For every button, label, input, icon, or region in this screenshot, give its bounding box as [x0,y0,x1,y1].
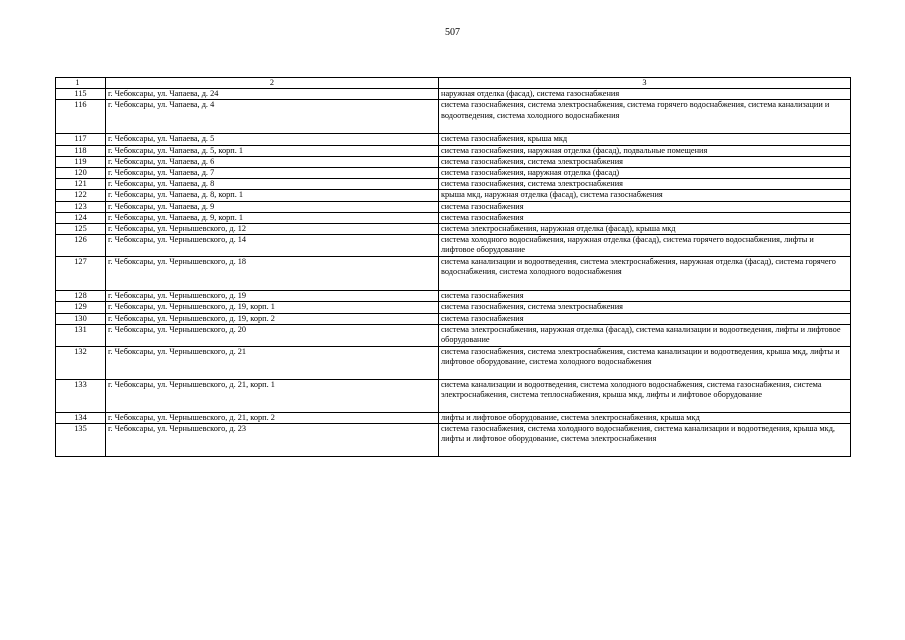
registry-table-body [56,78,851,457]
column-number-2: 2 [106,78,439,89]
row-address: г. Чебоксары, ул. Чапаева, д. 8, корп. 1 [106,190,439,201]
column-number-1: 1 [56,78,106,89]
table-row [56,324,851,346]
row-number: 122 [56,190,106,201]
row-systems: система газоснабжения, крыша мкд [439,134,851,145]
table-row [56,179,851,190]
row-address: г. Чебоксары, ул. Чернышевского, д. 23 [106,424,439,457]
row-address: г. Чебоксары, ул. Чернышевского, д. 14 [106,235,439,257]
table-row [56,212,851,223]
row-number: 130 [56,313,106,324]
table-row [56,156,851,167]
row-address: г. Чебоксары, ул. Чернышевского, д. 21, корп. 2 [106,412,439,423]
row-address: г. Чебоксары, ул. Чапаева, д. 5, корп. 1 [106,145,439,156]
table-row [56,100,851,134]
row-number: 124 [56,212,106,223]
table-row [56,190,851,201]
table-row [56,201,851,212]
table-row [56,257,851,291]
row-address: г. Чебоксары, ул. Чернышевского, д. 19, корп. 2 [106,313,439,324]
row-systems: система газоснабжения [439,201,851,212]
table-row [56,168,851,179]
row-number: 135 [56,424,106,457]
row-number: 126 [56,235,106,257]
row-address: г. Чебоксары, ул. Чернышевского, д. 18 [106,257,439,291]
row-systems: система газоснабжения, система электроснабжения [439,302,851,313]
table-row [56,412,851,423]
table-row [56,89,851,100]
row-systems: система газоснабжения, система электроснабжения, система канализации и водоотведения, крыша мкд, лифты и лифтовое оборудование, система холодного водоснабжения [439,346,851,379]
row-address: г. Чебоксары, ул. Чапаева, д. 9, корп. 1 [106,212,439,223]
table-row [56,379,851,412]
row-systems: система электроснабжения, наружная отделка (фасад), система канализации и водоотведения, лифты и лифтовое оборудование [439,324,851,346]
row-number: 120 [56,168,106,179]
row-number: 127 [56,257,106,291]
row-address: г. Чебоксары, ул. Чапаева, д. 7 [106,168,439,179]
column-number-3: 3 [439,78,851,89]
row-systems: система газоснабжения, наружная отделка (фасад) [439,168,851,179]
row-address: г. Чебоксары, ул. Чапаева, д. 9 [106,201,439,212]
page-number: 507 [445,27,460,38]
row-systems: наружная отделка (фасад), система газоснабжения [439,89,851,100]
row-address: г. Чебоксары, ул. Чапаева, д. 24 [106,89,439,100]
table-row [56,224,851,235]
row-number: 121 [56,179,106,190]
row-address: г. Чебоксары, ул. Чернышевского, д. 12 [106,224,439,235]
row-number: 125 [56,224,106,235]
row-number: 131 [56,324,106,346]
row-number: 132 [56,346,106,379]
row-systems: система холодного водоснабжения, наружная отделка (фасад), система горячего водоснабжения, лифты и лифтовое оборудование [439,235,851,257]
row-address: г. Чебоксары, ул. Чернышевского, д. 19, корп. 1 [106,302,439,313]
row-address: г. Чебоксары, ул. Чернышевского, д. 21, корп. 1 [106,379,439,412]
row-number: 123 [56,201,106,212]
row-address: г. Чебоксары, ул. Чапаева, д. 6 [106,156,439,167]
row-number: 133 [56,379,106,412]
row-systems: система канализации и водоотведения, система холодного водоснабжения, система газоснабжения, система электроснабжения, система теплоснабжения, крыша мкд, лифты и лифтовое оборудование [439,379,851,412]
table-row [56,134,851,145]
row-address: г. Чебоксары, ул. Чапаева, д. 8 [106,179,439,190]
row-systems: крыша мкд, наружная отделка (фасад), система газоснабжения [439,190,851,201]
row-address: г. Чебоксары, ул. Чапаева, д. 5 [106,134,439,145]
table-row [56,346,851,379]
row-systems: система газоснабжения [439,291,851,302]
table-row [56,291,851,302]
row-systems: система канализации и водоотведения, система электроснабжения, наружная отделка (фасад), система горячего водоснабжения, система холодного водоснабжения [439,257,851,291]
table-row [56,424,851,457]
row-number: 129 [56,302,106,313]
row-number: 116 [56,100,106,134]
row-number: 134 [56,412,106,423]
row-number: 118 [56,145,106,156]
row-address: г. Чебоксары, ул. Чернышевского, д. 20 [106,324,439,346]
table-row [56,235,851,257]
row-systems: система электроснабжения, наружная отделка (фасад), крыша мкд [439,224,851,235]
registry-table [55,77,851,457]
row-number: 119 [56,156,106,167]
row-systems: система газоснабжения [439,313,851,324]
table-row [56,313,851,324]
row-systems: система газоснабжения, система электроснабжения, система горячего водоснабжения, система канализации и водоотведения, система холодного водоснабжения [439,100,851,134]
row-systems: система газоснабжения [439,212,851,223]
column-number-row [56,78,851,89]
row-systems: система газоснабжения, система холодного водоснабжения, система канализации и водоотведения, крыша мкд, лифты и лифтовое оборудование, система электроснабжения [439,424,851,457]
row-number: 117 [56,134,106,145]
row-number: 128 [56,291,106,302]
row-number: 115 [56,89,106,100]
row-systems: система газоснабжения, система электроснабжения [439,179,851,190]
row-address: г. Чебоксары, ул. Чернышевского, д. 21 [106,346,439,379]
row-systems: лифты и лифтовое оборудование, система электроснабжения, крыша мкд [439,412,851,423]
row-address: г. Чебоксары, ул. Чернышевского, д. 19 [106,291,439,302]
table-row [56,145,851,156]
row-systems: система газоснабжения, система электроснабжения [439,156,851,167]
row-address: г. Чебоксары, ул. Чапаева, д. 4 [106,100,439,134]
table-row [56,302,851,313]
row-systems: система газоснабжения, наружная отделка (фасад), подвальные помещения [439,145,851,156]
